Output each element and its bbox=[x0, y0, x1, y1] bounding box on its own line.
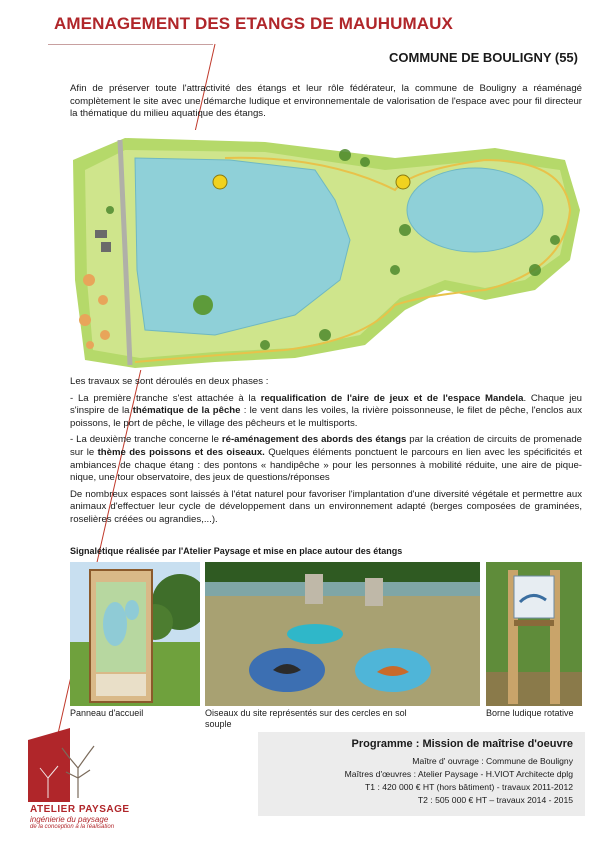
program-box bbox=[258, 732, 585, 816]
logo-tagline-2: de la conception à la réalisation bbox=[30, 824, 115, 830]
atelier-paysage-logo bbox=[28, 728, 98, 802]
program-t1: T1 : 420 000 € HT (hors bâtiment) - travaux 2011-2012 bbox=[365, 782, 573, 792]
rotating-post-photo bbox=[486, 562, 582, 706]
program-owner: Maître d' ouvrage : Commune de Bouligny bbox=[412, 756, 573, 766]
roundabout-left bbox=[213, 175, 227, 189]
phase-2-paragraph: - La deuxième tranche concerne le ré-aménagement des abords des étangs par la création de circuits de promenade sur le thème des poissons et des oiseaux. Quelques éléments ponctuent le parcours en lien avec les spécificités et ambiances de chaque étang : des pontons « handipêche » pour les personnes à mobilité réduite, une aire de pique-nique, une tour observatoire, des jeux de questions/réponses bbox=[70, 434, 582, 484]
logo-name: ATELIER PAYSAGE bbox=[30, 804, 130, 815]
intro-paragraph: Afin de préserver toute l'attractivité des étangs et leur rôle fédérateur, la commune de Bouligny a réaménagé complètement le site avec une démarche ludique et environnementale de valorisation de l'espace avec pour fil directeur la thématique du milieu aquatique des étangs. bbox=[70, 83, 582, 120]
welcome-panel-caption: Panneau d'accueil bbox=[70, 708, 144, 718]
closing-paragraph: De nombreux espaces sont laissés à l'état naturel pour favoriser l'implantation d'une diversité végétale et permettre aux animaux d'effectuer leur cycle de développement dans un environnement adapté (berges composées de graminées, roselières créées ou agrandies,...). bbox=[70, 488, 582, 525]
title-underline bbox=[48, 44, 213, 45]
phase-1-paragraph: - La première tranche s'est attachée à la requalification de l'aire de jeux et de l'espace Mandela. Chaque jeu s'inspire de la thématique de la pêche : le vent dans les voiles, la rivière poissonneuse, le filet de pêche, l'enclos aux poissons, le port de pêche, le village des pêcheurs et le multisports. bbox=[70, 392, 582, 429]
program-heading: Programme : Mission de maîtrise d'oeuvre bbox=[351, 738, 573, 750]
signage-title: Signalétique réalisée par l'Atelier Paysage et mise en place autour des étangs bbox=[70, 546, 403, 556]
bird-circles-caption: Oiseaux du site représentés sur des cercles en sol souple bbox=[205, 708, 407, 729]
pond-right bbox=[407, 168, 543, 252]
phases-intro: Les travaux se sont déroulés en deux phases : bbox=[70, 376, 269, 387]
page-title: AMENAGEMENT DES ETANGS DE MAUHUMAUX bbox=[54, 14, 453, 33]
rotating-post-caption: Borne ludique rotative bbox=[486, 708, 574, 718]
logo-tagline: ingénierie du paysage bbox=[30, 815, 109, 824]
site-plan-map bbox=[65, 130, 583, 370]
roundabout-right bbox=[396, 175, 410, 189]
commune-subtitle: COMMUNE DE BOULIGNY (55) bbox=[389, 50, 578, 65]
works-description bbox=[70, 376, 582, 531]
program-contractors: Maîtres d'œuvres : Atelier Paysage - H.VIOT Architecte dplg bbox=[344, 769, 573, 779]
program-t2: T2 : 505 000 € HT – travaux 2014 - 2015 bbox=[417, 795, 573, 805]
bird-circles-photo bbox=[205, 562, 480, 706]
island bbox=[193, 295, 213, 315]
welcome-panel-photo bbox=[70, 562, 200, 706]
